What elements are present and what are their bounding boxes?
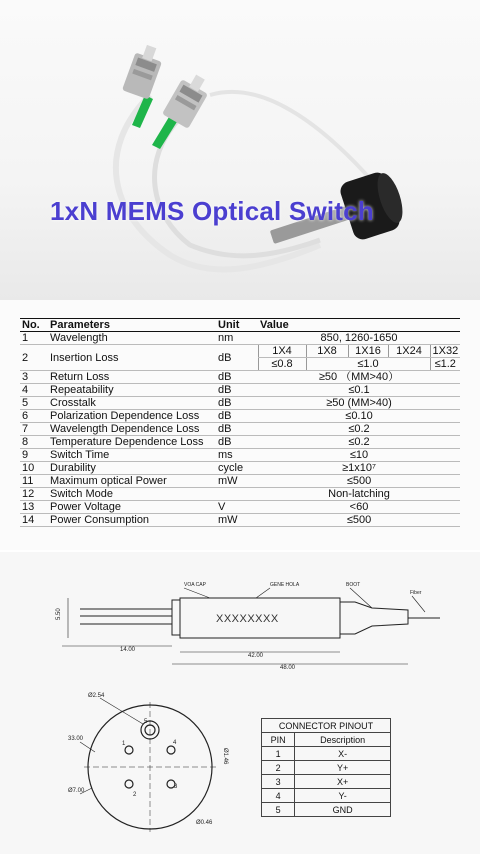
fiber-cable — [210, 92, 380, 190]
header-parameter: Parameters — [48, 319, 216, 332]
row-parameter: Maximum optical Power — [48, 475, 216, 488]
body-marks: XXXXXXXX — [216, 613, 279, 625]
row-unit: dB — [216, 410, 258, 423]
pin-number: 2 — [262, 761, 295, 775]
spec-table — [20, 318, 460, 527]
row-unit — [216, 488, 258, 501]
spec-row — [20, 514, 460, 527]
pinout-row — [262, 775, 391, 789]
product-title: 1xN MEMS Optical Switch — [50, 196, 374, 226]
spec-section — [0, 300, 480, 550]
row-no: 14 — [20, 514, 48, 527]
spec-row — [20, 501, 460, 514]
row-unit: ms — [216, 449, 258, 462]
row-no: 8 — [20, 436, 48, 449]
product-illustration — [0, 0, 480, 300]
row-parameter: Wavelength — [48, 332, 216, 345]
row-no: 7 — [20, 423, 48, 436]
pin-number-3: 3 — [174, 784, 178, 790]
spec-row — [20, 384, 460, 397]
pin-description: Y+ — [295, 761, 391, 775]
pin-number: 3 — [262, 775, 295, 789]
pin-number: 1 — [262, 747, 295, 761]
fc-connector — [122, 45, 162, 100]
row-parameter: Insertion Loss — [48, 345, 216, 371]
pin-number-4: 4 — [173, 740, 177, 746]
row-no: 9 — [20, 449, 48, 462]
pinout-rows — [262, 747, 391, 817]
row-parameter: Return Loss — [48, 371, 216, 384]
header-no: No. — [20, 319, 48, 332]
row-unit: dB — [216, 423, 258, 436]
row-no: 6 — [20, 410, 48, 423]
row-no: 3 — [20, 371, 48, 384]
row-parameter: Power Voltage — [48, 501, 216, 514]
row-unit: nm — [216, 332, 258, 345]
row-value: ≤10 — [258, 449, 460, 462]
spec-row-insertion-loss — [20, 345, 460, 358]
spec-row-wavelength — [20, 332, 460, 345]
spec-rows — [20, 371, 460, 527]
row-unit: dB — [216, 436, 258, 449]
pin-number: 5 — [262, 803, 295, 817]
fiber-cable — [116, 95, 320, 269]
insertion-loss-value: ≤0.8 — [258, 358, 306, 371]
row-value: ≤0.10 — [258, 410, 460, 423]
row-parameter: Crosstalk — [48, 397, 216, 410]
row-no: 10 — [20, 462, 48, 475]
insertion-loss-value: ≤1.0 — [306, 358, 430, 371]
mechanical-drawing — [0, 552, 480, 854]
dim-height: 5.50 — [56, 608, 62, 620]
spec-row — [20, 488, 460, 501]
row-value: ≤0.2 — [258, 423, 460, 436]
label-fiber: Fiber — [410, 590, 422, 596]
dim-small-dia: Ø0.46 — [196, 820, 213, 826]
row-unit: dB — [216, 397, 258, 410]
spec-row — [20, 371, 460, 384]
spec-row — [20, 462, 460, 475]
row-no: 1 — [20, 332, 48, 345]
row-unit: dB — [216, 345, 258, 371]
row-value: 850, 1260-1650 — [258, 332, 460, 345]
pin-description: GND — [295, 803, 391, 817]
row-value: ≤0.1 — [258, 384, 460, 397]
row-unit: mW — [216, 514, 258, 527]
dim-total-len: 48.00 — [280, 665, 296, 671]
pin-number: 4 — [262, 789, 295, 803]
row-unit: V — [216, 501, 258, 514]
row-value: Non-latching — [258, 488, 460, 501]
row-parameter: Temperature Dependence Loss — [48, 436, 216, 449]
pinout-header-desc: Description — [295, 733, 391, 747]
dim-pin-len: 14.00 — [120, 647, 136, 653]
spec-row — [20, 475, 460, 488]
pinout-header-pin: PIN — [262, 733, 295, 747]
row-parameter: Wavelength Dependence Loss — [48, 423, 216, 436]
row-no: 12 — [20, 488, 48, 501]
config-1x8: 1X8 — [306, 345, 348, 358]
label-cap: VOA CAP — [184, 582, 206, 588]
row-parameter: Power Consumption — [48, 514, 216, 527]
row-parameter: Polarization Dependence Loss — [48, 410, 216, 423]
row-parameter: Repeatability — [48, 384, 216, 397]
spec-row — [20, 423, 460, 436]
row-value: ≥50 （MM>40） — [258, 371, 460, 384]
row-value: ≥1x10⁷ — [258, 462, 460, 475]
spec-row — [20, 436, 460, 449]
row-unit: dB — [216, 371, 258, 384]
label-hole: GENE HOLA — [270, 582, 300, 588]
row-value: ≥50 (MM>40) — [258, 397, 460, 410]
spec-header-row — [20, 319, 460, 332]
row-parameter: Switch Time — [48, 449, 216, 462]
dim-outer-dia: Ø7.00 — [68, 788, 85, 794]
row-no: 4 — [20, 384, 48, 397]
pin-number-2: 2 — [133, 792, 137, 798]
row-no: 11 — [20, 475, 48, 488]
row-value: <60 — [258, 501, 460, 514]
product-photo — [0, 0, 480, 300]
row-no: 13 — [20, 501, 48, 514]
pinout-table — [261, 718, 391, 817]
row-unit: cycle — [216, 462, 258, 475]
dim-pin-dia: Ø2.54 — [88, 693, 105, 699]
pin-description: X+ — [295, 775, 391, 789]
drawing-svg — [0, 552, 480, 854]
dim-body-len: 42.00 — [248, 653, 264, 659]
pin-description: Y- — [295, 789, 391, 803]
row-value: ≤500 — [258, 475, 460, 488]
row-unit: mW — [216, 475, 258, 488]
row-no: 5 — [20, 397, 48, 410]
label-boot: BOOT — [346, 582, 361, 588]
config-1x16: 1X16 — [348, 345, 388, 358]
header-unit: Unit — [216, 319, 258, 332]
pin-description: X- — [295, 747, 391, 761]
row-no: 2 — [20, 345, 48, 371]
row-value: ≤500 — [258, 514, 460, 527]
row-parameter: Switch Mode — [48, 488, 216, 501]
pinout-row — [262, 747, 391, 761]
insertion-loss-value: ≤1.2 — [430, 358, 460, 371]
config-1x32: 1X32 — [430, 345, 460, 358]
dim-body-dia: 33.00 — [68, 736, 84, 742]
config-1x4: 1X4 — [258, 345, 306, 358]
pinout-title: CONNECTOR PINOUT — [262, 719, 391, 733]
spec-row — [20, 397, 460, 410]
config-1x24: 1X24 — [388, 345, 430, 358]
row-unit: dB — [216, 384, 258, 397]
leader-lines — [184, 588, 425, 612]
row-value: ≤0.2 — [258, 436, 460, 449]
spec-row — [20, 449, 460, 462]
pinout-row — [262, 803, 391, 817]
spec-row — [20, 410, 460, 423]
pin-number-5: 5 — [144, 719, 148, 725]
dim-side: Ø1.46 — [222, 748, 228, 765]
pinout-row — [262, 761, 391, 775]
row-parameter: Durability — [48, 462, 216, 475]
end-view — [84, 702, 216, 832]
header-value: Value — [258, 319, 460, 332]
pin-number-1: 1 — [122, 741, 126, 747]
pinout-row — [262, 789, 391, 803]
